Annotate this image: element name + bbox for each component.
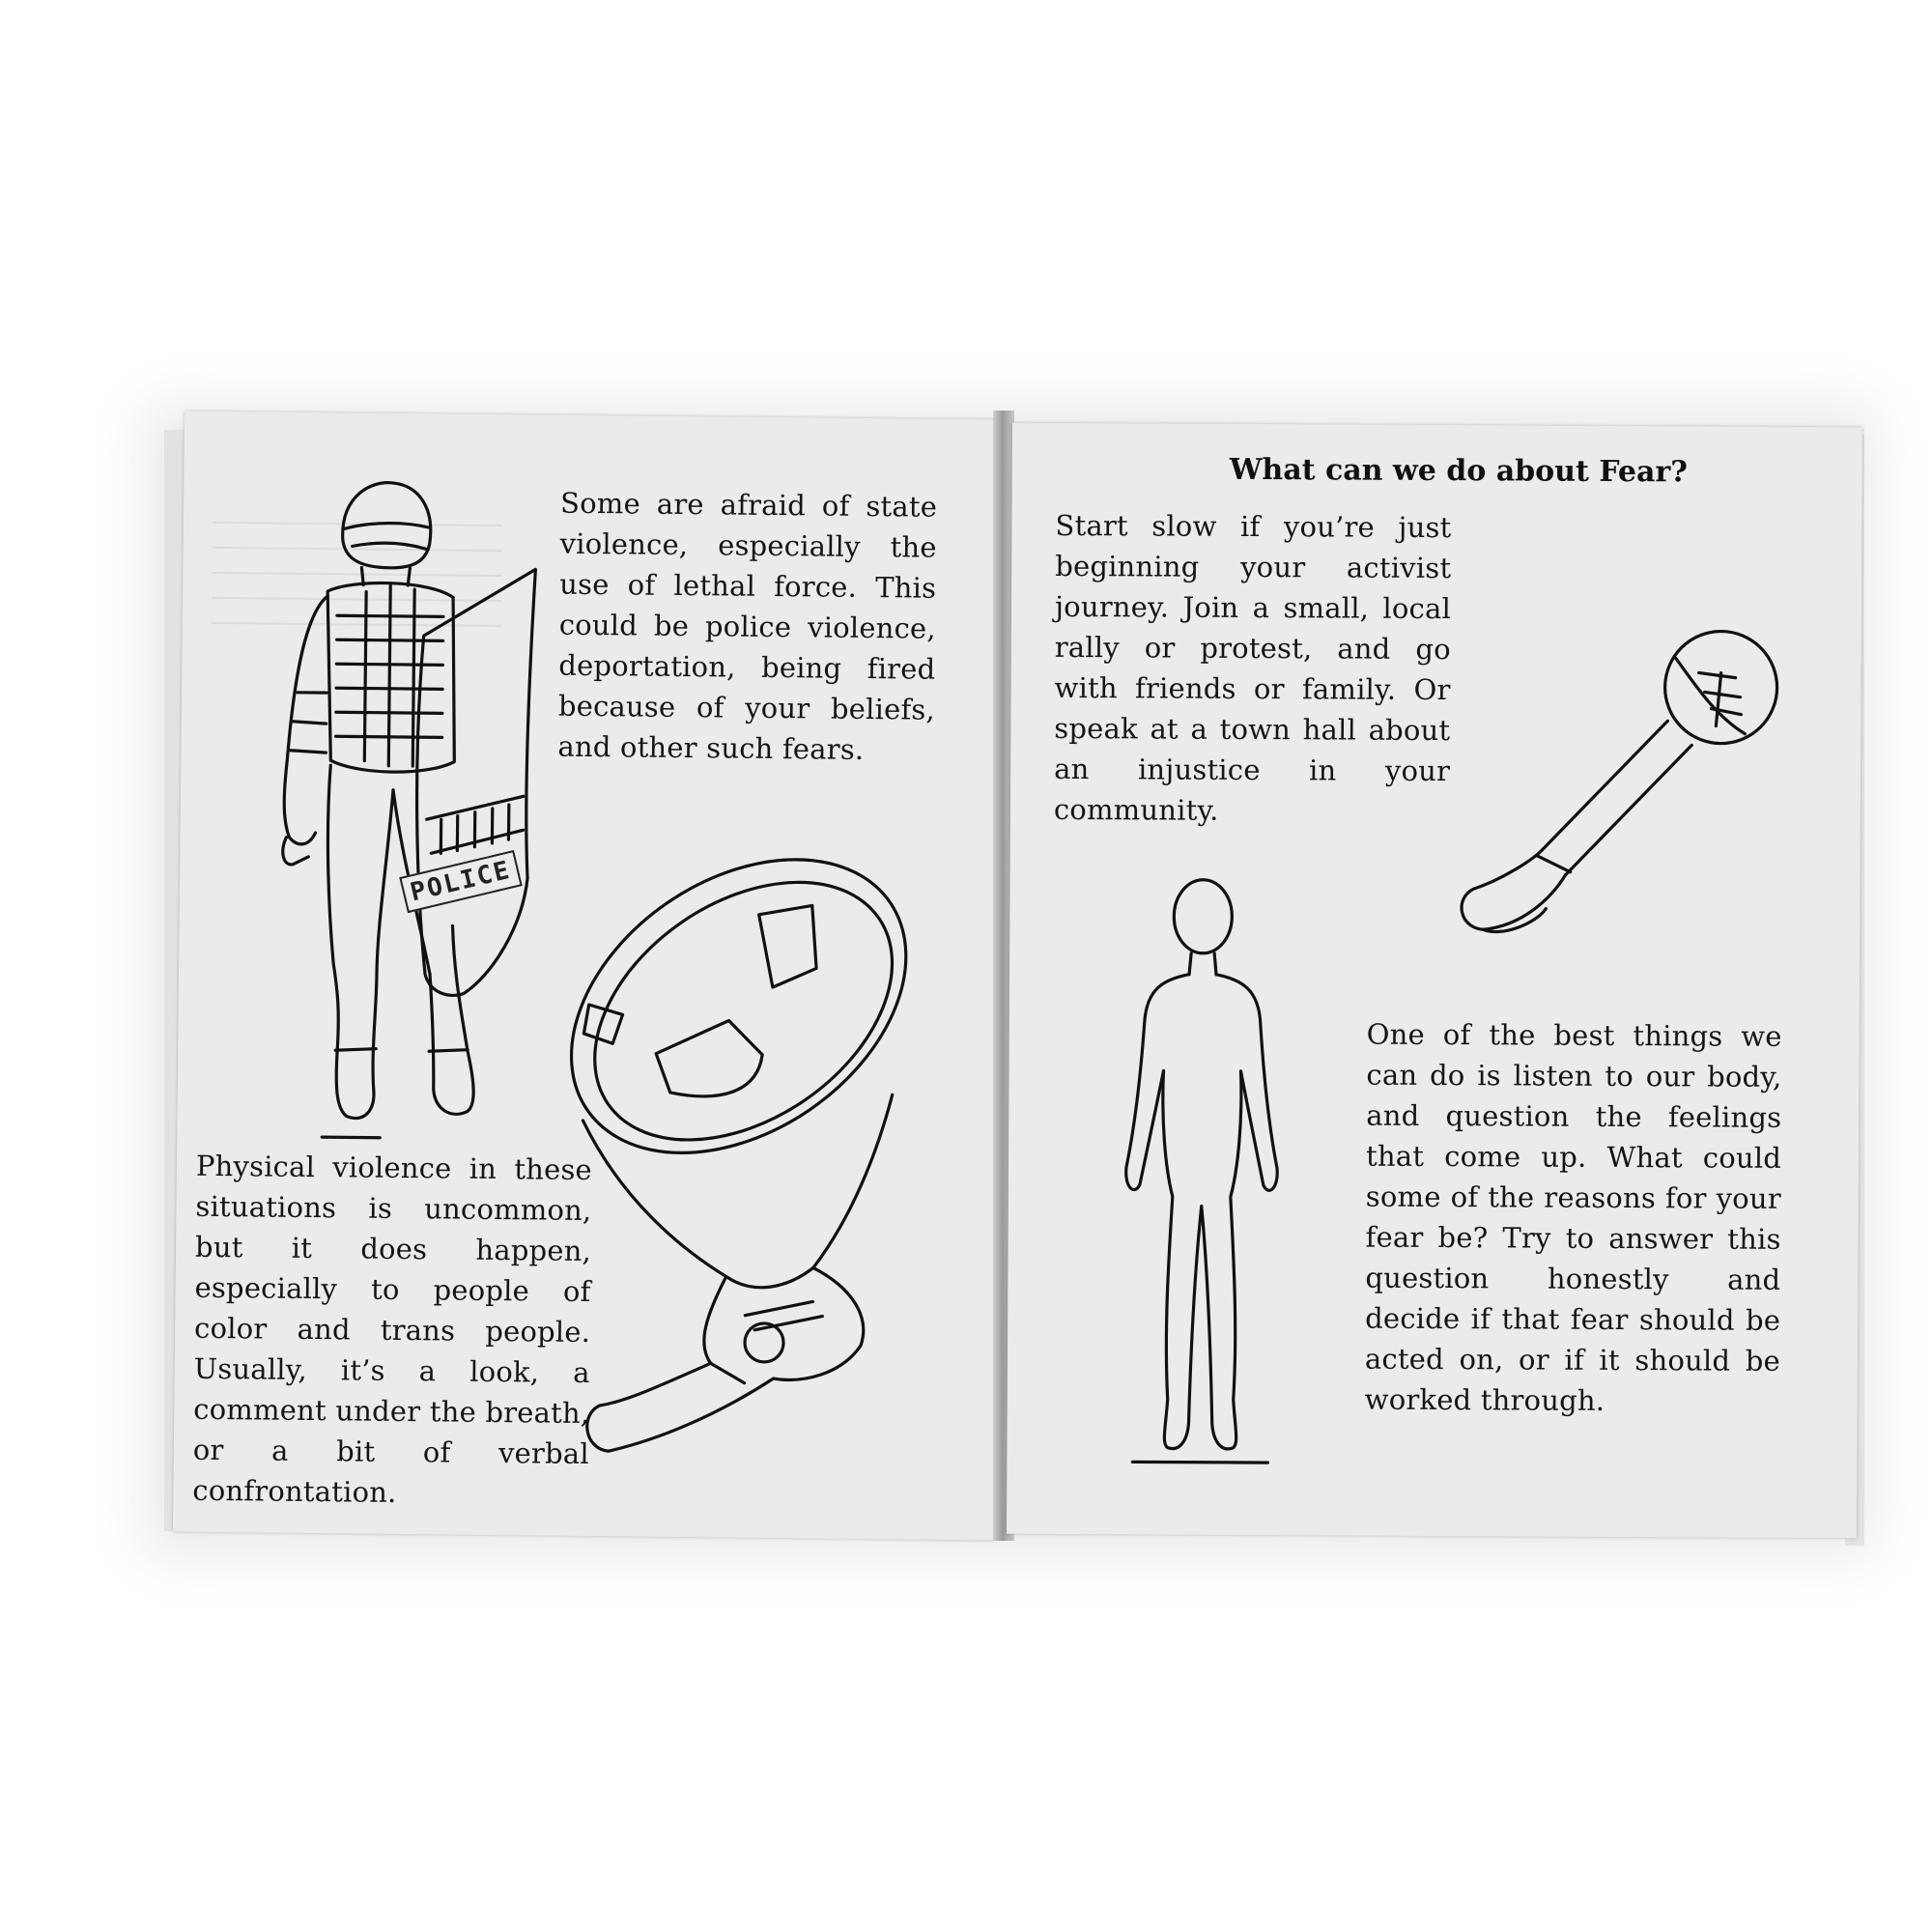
state-violence-paragraph: Some are afraid of state violence, especially the use of lethal force. This could be police violence, deportation, being fired because of your beliefs, and other such fears.: [557, 486, 938, 766]
riot-police-illustration: [230, 469, 526, 1149]
left-page: [173, 412, 1006, 1541]
shield-lettering: POLICE: [399, 850, 522, 913]
fear-section-heading: What can we do about Fear?: [1229, 452, 1688, 490]
microphone-illustration: [1444, 618, 1794, 939]
start-slow-paragraph: Start slow if you’re just beginning your activist journey. Join a small, local rally or protest, and go with friends or family. Or speak at a town hall about an injustice in your community.: [1053, 508, 1452, 827]
physical-violence-paragraph: Physical violence in these situations is uncommon, but it does happen, especially to people of color and trans people. Usually, it’s a look, a comment under the breath, or a bit of verbal confrontation.: [192, 1149, 593, 1509]
human-figure-illustration: [1103, 877, 1299, 1477]
right-page: [1007, 423, 1862, 1539]
listen-to-body-paragraph: One of the best things we can do is listen to our body, and question the feelings that come up. What could some of the reasons for your fear be? Try to answer this question honestly and decide if that fear should be acted on, or if it should be worked through.: [1364, 1017, 1782, 1417]
